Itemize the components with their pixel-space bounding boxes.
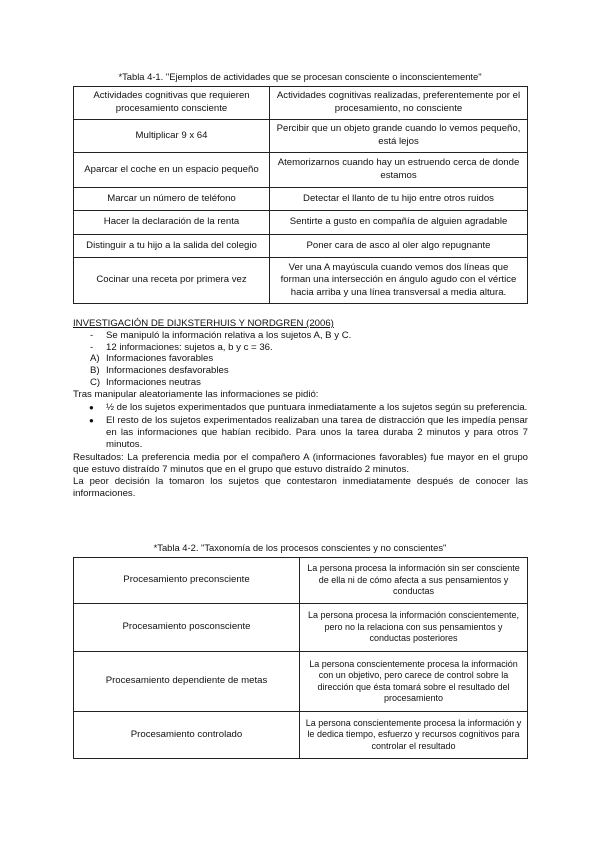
section-heading: INVESTIGACIÓN DE DIJKSTERHUIS Y NORDGREN (2006) (73, 318, 334, 329)
taxonomy-table (73, 557, 528, 759)
table-cell: Aparcar el coche en un espacio pequeño (74, 153, 270, 188)
table-cell: Marcar un número de teléfono (74, 188, 270, 211)
header-nonconscious: Actividades cognitivas realizadas, preferentemente por el procesamiento, no consciente (270, 87, 528, 120)
table1-caption: *Tabla 4-1. "Ejemplos de actividades que se procesan consciente o inconscientemente" (118, 71, 482, 82)
bullet-item (73, 415, 528, 450)
list-marker: A) (90, 353, 100, 365)
list-item (73, 330, 528, 342)
list-item (73, 353, 528, 365)
activities-table (73, 86, 528, 304)
table-cell: Ver una A mayúscula cuando vemos dos líneas que forman una intersección en ángulo agudo con el vértice hacia arriba y una línea transversal a media altura. (270, 258, 528, 304)
bullet-text: El resto de los sujetos experimentados realizaban una tarea de distracción que les impedía pensar en las informaciones que habían recibido. Para unos la tarea duraba 2 minutos y para otros 7 minutos. (106, 415, 528, 450)
table-cell: Detectar el llanto de tu hijo entre otros ruidos (270, 188, 528, 211)
table-cell: Procesamiento controlado (74, 712, 300, 759)
dash-marker: - (90, 329, 94, 341)
table-row (74, 153, 528, 188)
table-header-row (74, 87, 528, 120)
table-cell: La persona procesa la información conscientemente, pero no la relaciona con sus pensamientos y conductas posteriores (300, 604, 528, 652)
table-cell: Percibir que un objeto grande cuando lo vemos pequeño, está lejos (270, 120, 528, 153)
table-cell: Procesamiento preconsciente (74, 558, 300, 604)
table-cell: Poner cara de asco al oler algo repugnante (270, 235, 528, 258)
table-row (74, 120, 528, 153)
table-row (74, 558, 528, 604)
intro-paragraph: Tras manipular aleatoriamente las informaciones se pidió: (73, 388, 319, 400)
table-cell: Procesamiento posconsciente (74, 604, 300, 652)
list-item-text: Se manipuló la información relativa a los sujetos A, B y C. (106, 329, 352, 341)
table-cell: La persona procesa la información sin ser consciente de ella ni de cómo afecta a sus pensamientos y conductas (300, 558, 528, 604)
bullet-text: ½ de los sujetos experimentados que puntuara inmediatamente a los sujetos según su preferencia. (106, 401, 528, 413)
table-row (74, 712, 528, 759)
bullet-marker: ● (89, 402, 94, 412)
header-conscious: Actividades cognitivas que requieren procesamiento consciente (74, 87, 270, 120)
table-row (74, 211, 528, 235)
table-cell: Multiplicar 9 x 64 (74, 120, 270, 153)
table-cell: Hacer la declaración de la renta (74, 211, 270, 235)
table-cell: Sentirte a gusto en compañía de alguien agradable (270, 211, 528, 235)
dash-marker: - (90, 341, 94, 353)
table-cell: La persona conscientemente procesa la información y le dedica tiempo, esfuerzo y recursos cognitivos para controlar el resultado (300, 712, 528, 759)
list-item-text: Informaciones favorables (106, 353, 214, 365)
investigation-section (73, 318, 528, 500)
table2-caption: *Tabla 4-2. "Taxonomía de los procesos conscientes y no conscientes" (153, 542, 447, 553)
list-item-text: Informaciones neutras (106, 376, 201, 388)
table-cell: La persona conscientemente procesa la información con un objetivo, pero carece de control sobre la dirección que ésta tomará sobre el resultado del procesamiento (300, 652, 528, 712)
list-item (73, 377, 528, 389)
list-marker: C) (90, 376, 101, 388)
results-paragraph: Resultados: La preferencia media por el compañero A (informaciones favorables) fue mayor en el grupo que estuvo distraído 7 minutos que en el grupo que estuvo distraído 2 minutos. (73, 451, 528, 475)
table-row (74, 652, 528, 712)
table-row (74, 188, 528, 211)
table-row (74, 258, 528, 304)
table-cell: Distinguir a tu hijo a la salida del colegio (74, 235, 270, 258)
list-item (73, 342, 528, 354)
table-row (74, 235, 528, 258)
list-marker: B) (90, 365, 100, 377)
table-cell: Atemorizarnos cuando hay un estruendo cerca de donde estamos (270, 153, 528, 188)
table-cell: Procesamiento dependiente de metas (74, 652, 300, 712)
bullet-marker: ● (89, 416, 94, 426)
table-row (74, 604, 528, 652)
table-cell: Cocinar una receta por primera vez (74, 258, 270, 304)
list-item-text: Informaciones desfavorables (106, 365, 229, 377)
conclusion-paragraph: La peor decisión la tomaron los sujetos que contestaron inmediatamente después de conocer las informaciones. (73, 476, 528, 500)
list-item (73, 365, 528, 377)
list-item-text: 12 informaciones: sujetos a, b y c = 36. (106, 341, 273, 353)
bullet-item (73, 402, 528, 414)
